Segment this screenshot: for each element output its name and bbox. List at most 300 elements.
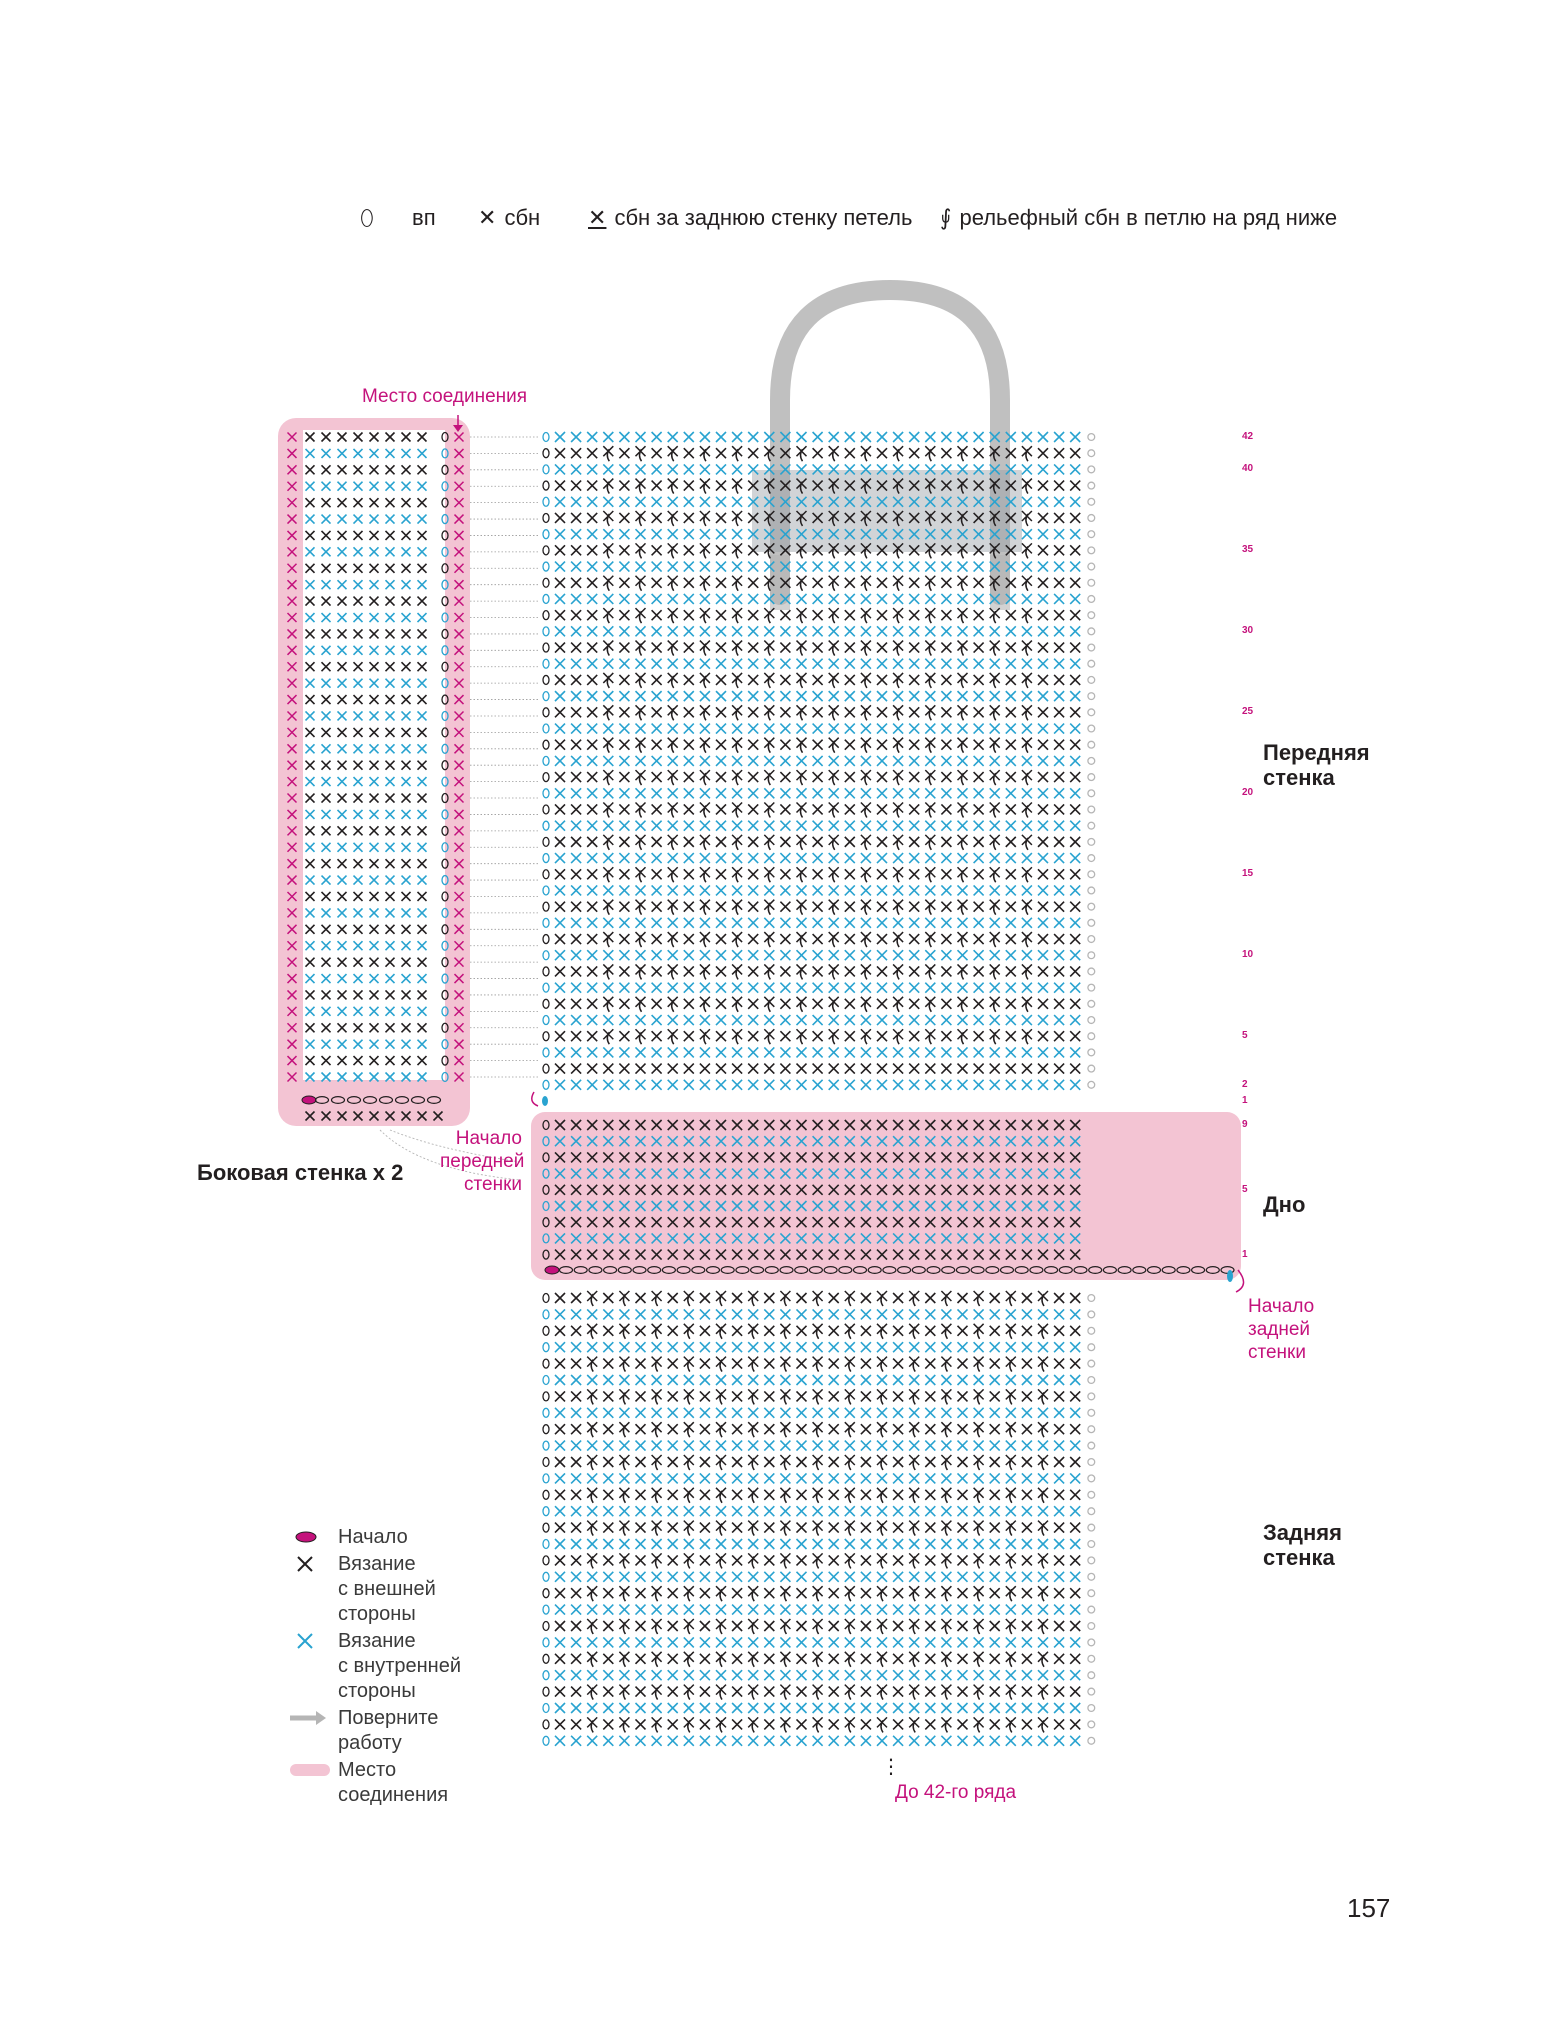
back-wall-label: Задняя стенка [1263,1520,1342,1570]
stitch-mark [829,594,839,604]
relief-stitch-mark [974,1553,984,1568]
relief-stitch-mark [668,576,678,591]
stitch-mark [684,934,694,944]
stitch-mark [893,1309,903,1319]
relief-stitch-mark [925,867,935,882]
chain-icon: ⬯ [360,205,374,230]
stitch-mark [1006,626,1016,636]
stitch-mark [909,756,919,766]
relief-stitch-mark [813,1488,823,1503]
stitch-mark [813,804,823,814]
relief-stitch-mark [668,479,678,494]
stitch-mark [797,1441,807,1451]
stitch-mark [619,562,629,572]
stitch-mark [1070,675,1080,685]
stitch-mark [587,869,597,879]
stitch-mark [684,837,694,847]
chain-mark [543,627,549,636]
stitch-mark [603,918,613,928]
stitch-mark [716,1539,726,1549]
stitch-mark [893,1473,903,1483]
stitch-mark [1022,788,1032,798]
stitch-mark [700,1637,710,1647]
chain-mark [543,513,549,522]
stitch-mark [861,626,871,636]
relief-stitch-mark [732,738,742,753]
stitch-mark [780,902,790,912]
stitch-mark [1070,1375,1080,1385]
stitch-mark [555,837,565,847]
stitch-mark [1038,562,1048,572]
stitch-mark [893,1687,903,1697]
relief-stitch-mark [668,511,678,526]
stitch-mark [813,1637,823,1647]
stitch-mark [845,1309,855,1319]
stitch-mark [1054,756,1064,766]
stitch-mark [974,934,984,944]
stitch-mark [652,1637,662,1647]
stitch-mark [893,1588,903,1598]
stitch-mark [748,1539,758,1549]
stitch-mark [636,756,646,766]
stitch-mark [1070,983,1080,993]
stitch-mark [587,1309,597,1319]
stitch-mark [652,1047,662,1057]
stitch-mark [652,1375,662,1385]
stitch-mark [619,853,629,863]
stitch-mark [1038,1408,1048,1418]
chain-mark [543,594,549,603]
stitch-mark [700,1391,710,1401]
relief-stitch-mark [748,1389,758,1404]
stitch-mark [1054,1490,1064,1500]
stitch-mark [748,983,758,993]
relief-stitch-mark [797,608,807,623]
relief-stitch-mark [974,1422,984,1437]
stitch-mark [619,691,629,701]
relief-stitch-mark [603,835,613,850]
stitch-mark [587,610,597,620]
relief-stitch-mark [845,1291,855,1306]
relief-stitch-mark [925,997,935,1012]
stitch-mark [797,1457,807,1467]
relief-stitch-mark [780,1586,790,1601]
stitch-mark [684,578,694,588]
stitch-mark [780,950,790,960]
stitch-mark [668,1015,678,1025]
stitch-mark [941,432,951,442]
stitch-mark [764,1359,774,1369]
stitch-mark [571,1359,581,1369]
relief-stitch-mark [668,900,678,915]
relief-stitch-mark [861,835,871,850]
stitch-mark [684,1703,694,1713]
relief-stitch-mark [587,1717,597,1732]
relief-stitch-mark [636,673,646,688]
stitch-mark [1054,1375,1064,1385]
stitch-mark [587,675,597,685]
stitch-mark [909,691,919,701]
stitch-mark [1038,545,1048,555]
relief-stitch-mark [861,802,871,817]
stitch-mark [958,1621,968,1631]
stitch-mark [829,1588,839,1598]
relief-stitch-mark [877,1521,887,1536]
stitch-mark [941,756,951,766]
stitch-mark [1022,626,1032,636]
stitch-mark [603,529,613,539]
stitch-mark [603,1391,613,1401]
stitch-mark [877,1441,887,1451]
stitch-mark [941,659,951,669]
stitch-mark [958,821,968,831]
stitch-mark [861,1637,871,1647]
stitch-mark [716,578,726,588]
stitch-mark [684,545,694,555]
stitch-mark [893,1391,903,1401]
stitch-mark [764,1441,774,1451]
stitch-mark [555,1424,565,1434]
stitch-mark [909,1342,919,1352]
stitch-mark [555,1457,565,1467]
stitch-mark [925,1605,935,1615]
stitch-mark [958,918,968,928]
relief-stitch-mark [764,802,774,817]
relief-stitch-mark [877,1291,887,1306]
stitch-mark [893,1621,903,1631]
stitch-mark [587,772,597,782]
front-wall-label: Передняя стенка [1263,740,1370,790]
stitch-mark [555,1080,565,1090]
stitch-mark [909,707,919,717]
relief-stitch-mark [829,835,839,850]
stitch-mark [958,1588,968,1598]
relief-stitch-mark [636,641,646,656]
stitch-mark [684,594,694,604]
stitch-mark [555,1375,565,1385]
relief-stitch-mark [603,900,613,915]
stitch-mark [990,1670,1000,1680]
stitch-mark [1022,497,1032,507]
stitch-mark [555,1359,565,1369]
stitch-mark [619,610,629,620]
stitch-mark [748,1375,758,1385]
stitch-mark [1006,1605,1016,1615]
relief-stitch-mark [925,1029,935,1044]
stitch-mark [603,950,613,960]
stitch-mark [909,837,919,847]
stitch-mark [1038,821,1048,831]
stitch-mark [780,691,790,701]
stitch-mark [974,1473,984,1483]
stitch-mark [700,1473,710,1483]
stitch-mark [571,853,581,863]
stitch-mark [700,1047,710,1057]
stitch-mark [716,869,726,879]
stitch-mark [636,1015,646,1025]
stitch-mark [748,1605,758,1615]
stitch-mark [925,1588,935,1598]
stitch-mark [684,1572,694,1582]
relief-stitch-mark [587,1619,597,1634]
stitch-mark [925,788,935,798]
stitch-mark [716,837,726,847]
stitch-mark [1054,594,1064,604]
stitch-mark [684,1670,694,1680]
stitch-mark [941,724,951,734]
stitch-mark [780,885,790,895]
stitch-mark [732,853,742,863]
stitch-mark [619,1736,629,1746]
relief-stitch-mark [700,446,710,461]
stitch-mark [877,999,887,1009]
stitch-mark [700,529,710,539]
chain-mark [543,497,549,506]
stitch-mark [571,1457,581,1467]
relief-stitch-mark [684,1652,694,1667]
relief-stitch-mark [861,1029,871,1044]
stitch-mark [909,788,919,798]
stitch-mark [716,464,726,474]
stitch-mark [861,562,871,572]
stitch-mark [571,529,581,539]
stitch-mark [700,1588,710,1598]
stitch-mark [845,432,855,442]
stitch-mark [893,1539,903,1549]
stitch-mark [1038,578,1048,588]
stitch-mark [587,643,597,653]
stitch-mark [603,1719,613,1729]
stitch-mark [571,1064,581,1074]
stitch-mark [797,594,807,604]
stitch-mark [974,1506,984,1516]
cross-icon: ✕ [478,205,497,230]
row-number: 42 [1242,431,1254,442]
stitch-mark [797,1375,807,1385]
relief-stitch-mark [716,1488,726,1503]
stitch-mark [732,950,742,960]
relief-stitch-mark [619,1521,629,1536]
relief-stitch-mark [829,641,839,656]
stitch-mark [1054,1342,1064,1352]
stitch-mark [748,837,758,847]
stitch-mark [990,853,1000,863]
stitch-mark [684,1637,694,1647]
stitch-mark [780,1670,790,1680]
stitch-mark [941,626,951,636]
stitch-mark [958,1523,968,1533]
stitch-mark [974,691,984,701]
chain-mark [543,433,549,442]
stitch-mark [636,1408,646,1418]
start-oval-icon [290,1527,330,1551]
stitch-mark [555,756,565,766]
relief-stitch-mark [829,964,839,979]
relief-stitch-mark [732,576,742,591]
relief-stitch-mark [732,446,742,461]
relief-stitch-mark [941,1586,951,1601]
stitch-mark [700,885,710,895]
stitch-mark [941,934,951,944]
stitch-mark [668,1408,678,1418]
relief-stitch-mark [1006,1685,1016,1700]
stitch-mark [571,545,581,555]
stitch-mark [1006,643,1016,653]
relief-stitch-mark [829,900,839,915]
stitch-mark [684,1408,694,1418]
stitch-mark [603,756,613,766]
stitch-mark [1006,837,1016,847]
stitch-mark [845,1605,855,1615]
relief-stitch-mark [958,835,968,850]
relief-stitch-mark [732,867,742,882]
chain-mark [543,999,549,1008]
stitch-mark [1054,626,1064,636]
stitch-mark [571,1670,581,1680]
stitch-mark [764,1047,774,1057]
stitch-mark [813,1506,823,1516]
stitch-mark [652,578,662,588]
stitch-mark [877,869,887,879]
stitch-mark [716,1572,726,1582]
stitch-mark [555,950,565,960]
chain-mark [543,481,549,490]
relief-stitch-mark [829,1029,839,1044]
stitch-mark [732,1572,742,1582]
relief-stitch-mark [603,964,613,979]
relief-stitch-mark [1022,1029,1032,1044]
stitch-mark [1022,1736,1032,1746]
relief-stitch-mark [1022,770,1032,785]
stitch-mark [958,1064,968,1074]
stitch-mark [764,1457,774,1467]
relief-stitch-mark [716,1324,726,1339]
stitch-mark [829,626,839,636]
stitch-mark [1070,756,1080,766]
stitch-mark [941,999,951,1009]
stitch-mark [652,594,662,604]
relief-stitch-mark [748,1652,758,1667]
relief-stitch-mark [877,1455,887,1470]
stitch-mark [877,885,887,895]
stitch-mark [958,1572,968,1582]
stitch-mark [797,432,807,442]
stitch-mark [877,740,887,750]
stitch-mark [1022,1523,1032,1533]
stitch-mark [555,578,565,588]
relief-stitch-mark [603,997,613,1012]
relief-stitch-mark [925,641,935,656]
stitch-mark [748,950,758,960]
stitch-mark [1038,1605,1048,1615]
relief-stitch-mark [813,1357,823,1372]
stitch-mark [636,1703,646,1713]
stitch-mark [716,1375,726,1385]
stitch-mark [990,1703,1000,1713]
stitch-mark [1006,1637,1016,1647]
stitch-mark [571,675,581,685]
stitch-mark [893,918,903,928]
relief-stitch-mark [636,479,646,494]
stitch-mark [845,885,855,895]
stitch-mark [941,707,951,717]
stitch-mark [925,1637,935,1647]
stitch-mark [829,1506,839,1516]
relief-stitch-mark [732,608,742,623]
stitch-mark [1022,950,1032,960]
stitch-mark [941,1015,951,1025]
stitch-mark [909,643,919,653]
stitch-mark [909,885,919,895]
legend-sc: ✕ сбн [478,205,541,230]
stitch-mark [603,1047,613,1057]
to-row-label: До 42-го ряда [895,1782,1017,1803]
stitch-mark [619,1473,629,1483]
stitch-mark [571,1309,581,1319]
stitch-mark [861,1080,871,1090]
relief-stitch-mark [941,1422,951,1437]
stitch-mark [974,448,984,458]
stitch-mark [813,853,823,863]
relief-stitch-mark [700,867,710,882]
stitch-mark [877,934,887,944]
stitch-mark [974,869,984,879]
relief-stitch-mark [652,1389,662,1404]
stitch-mark [1038,1637,1048,1647]
relief-stitch-mark [861,770,871,785]
relief-stitch-mark [716,1553,726,1568]
stitch-mark [941,1506,951,1516]
stitch-mark [813,1309,823,1319]
stitch-mark [958,1375,968,1385]
stitch-mark [974,1342,984,1352]
stitch-mark [941,1637,951,1647]
relief-stitch-mark [797,932,807,947]
stitch-mark [1070,918,1080,928]
stitch-mark [1054,885,1064,895]
stitch-mark [909,918,919,928]
stitch-mark [636,1605,646,1615]
stitch-mark [813,918,823,928]
stitch-mark [909,675,919,685]
row-number: 5 [1242,1030,1248,1042]
stitch-mark [1054,691,1064,701]
stitch-mark [619,1506,629,1516]
stitch-mark [1054,1359,1064,1369]
stitch-mark [813,999,823,1009]
stitch-mark [1038,788,1048,798]
stitch-mark [829,432,839,442]
stitch-mark [764,918,774,928]
stitch-mark [941,594,951,604]
stitch-mark [893,1408,903,1418]
stitch-mark [845,772,855,782]
stitch-mark [797,562,807,572]
stitch-mark [668,1064,678,1074]
stitch-mark [1054,1703,1064,1713]
stitch-mark [958,1047,968,1057]
chain-mark [543,1016,549,1025]
stitch-mark [909,1015,919,1025]
stitch-mark [990,1359,1000,1369]
stitch-mark [1054,562,1064,572]
stitch-mark [748,1342,758,1352]
stitch-mark [780,1408,790,1418]
stitch-mark [571,1719,581,1729]
stitch-mark [909,1637,919,1647]
stitch-mark [619,594,629,604]
relief-stitch-mark [732,705,742,720]
